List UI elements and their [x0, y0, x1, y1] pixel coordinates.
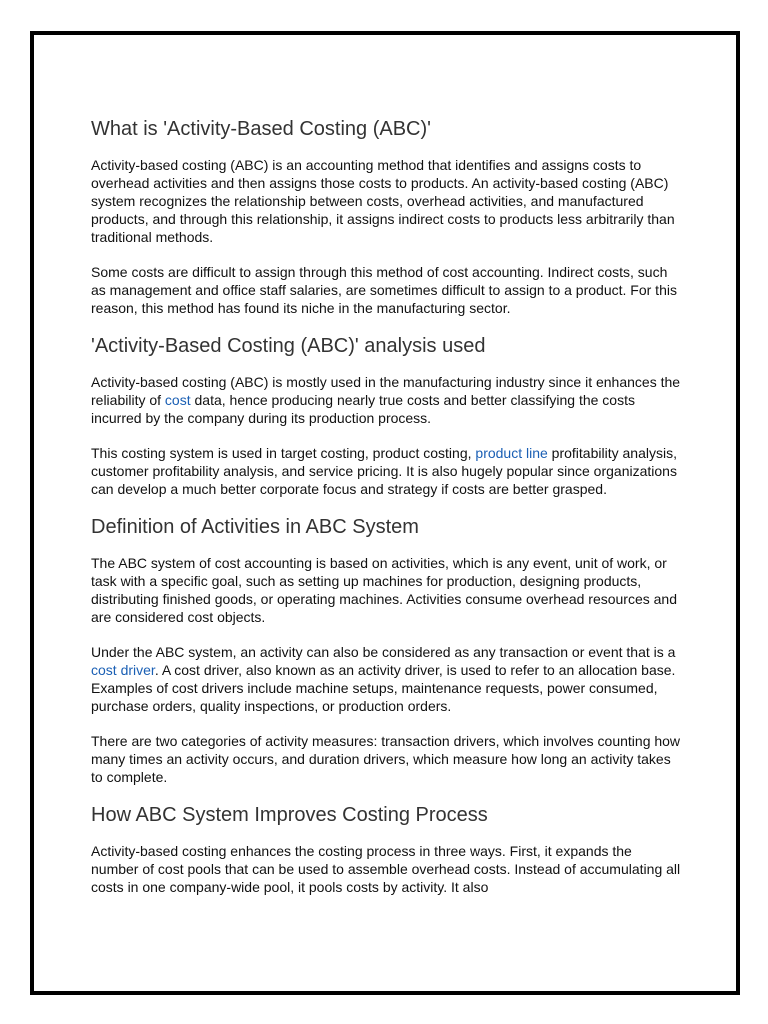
- paragraph: There are two categories of activity measures: transaction drivers, which involves counting how many times an activity occurs, and duration drivers, which measure how long an activity takes to complete.: [91, 733, 681, 785]
- article-body: [91, 117, 681, 913]
- paragraph-text: data, hence producing nearly true costs and better classifying the costs incurred by the company during its production process.: [91, 392, 635, 426]
- document-page: [30, 31, 740, 995]
- paragraph-text: Under the ABC system, an activity can also be considered as any transaction or event that is a: [91, 644, 676, 660]
- paragraph: [91, 444, 681, 498]
- cost-link[interactable]: cost: [164, 392, 191, 408]
- section-definition-of-activities: [91, 515, 681, 786]
- section-heading: How ABC System Improves Costing Process: [91, 804, 488, 826]
- paragraph: Some costs are difficult to assign through this method of cost accounting. Indirect costs, such as management and office staff salaries, are sometimes difficult to assign to a product. For this reason, this method has found its niche in the manufacturing sector.: [91, 264, 677, 316]
- paragraph: [91, 373, 681, 427]
- section-heading: 'Activity-Based Costing (ABC)' analysis used: [91, 335, 486, 357]
- section-improves-costing-process: [91, 803, 681, 896]
- section-heading: Definition of Activities in ABC System: [91, 516, 419, 538]
- section-heading: What is 'Activity-Based Costing (ABC)': [91, 118, 431, 140]
- paragraph: Activity-based costing (ABC) is an accounting method that identifies and assigns costs to overhead activities and then assigns those costs to products. An activity-based costing (ABC) system recognizes the relationship between costs, overhead activities, and manufactured products, and through this relationship, it assigns indirect costs to products less arbitrarily than traditional methods.: [91, 157, 675, 245]
- paragraph: [91, 643, 681, 715]
- product-line-link[interactable]: product line: [475, 445, 548, 461]
- paragraph-text: profitability analysis, customer profitability analysis, and service pricing. It is also hugely popular since organizations can develop a much better corporate focus and strategy if costs are better grasped.: [91, 445, 677, 497]
- paragraph-text: This costing system is used in target costing, product costing,: [91, 445, 476, 461]
- cost-driver-link[interactable]: cost driver: [91, 662, 155, 678]
- paragraph: Activity-based costing enhances the costing process in three ways. First, it expands the number of cost pools that can be used to assemble overhead costs. Instead of accumulating all costs in one company-wide pool, it pools costs by activity. It also: [91, 843, 681, 895]
- section-what-is-abc: [91, 117, 681, 317]
- paragraph-text: . A cost driver, also known as an activity driver, is used to refer to an allocation base. Examples of cost drivers include machine setups, maintenance requests, power consumed, purchase orders, quality inspections, or production orders.: [91, 662, 676, 714]
- paragraph-text: Activity-based costing (ABC) is mostly used in the manufacturing industry since it enhances the reliability of: [91, 374, 681, 408]
- paragraph: The ABC system of cost accounting is based on activities, which is any event, unit of work, or task with a specific goal, such as setting up machines for production, designing products, distributing finished goods, or operating machines. Activities consume overhead resources and are considered cost objects.: [91, 555, 677, 625]
- section-abc-analysis-used: [91, 334, 681, 498]
